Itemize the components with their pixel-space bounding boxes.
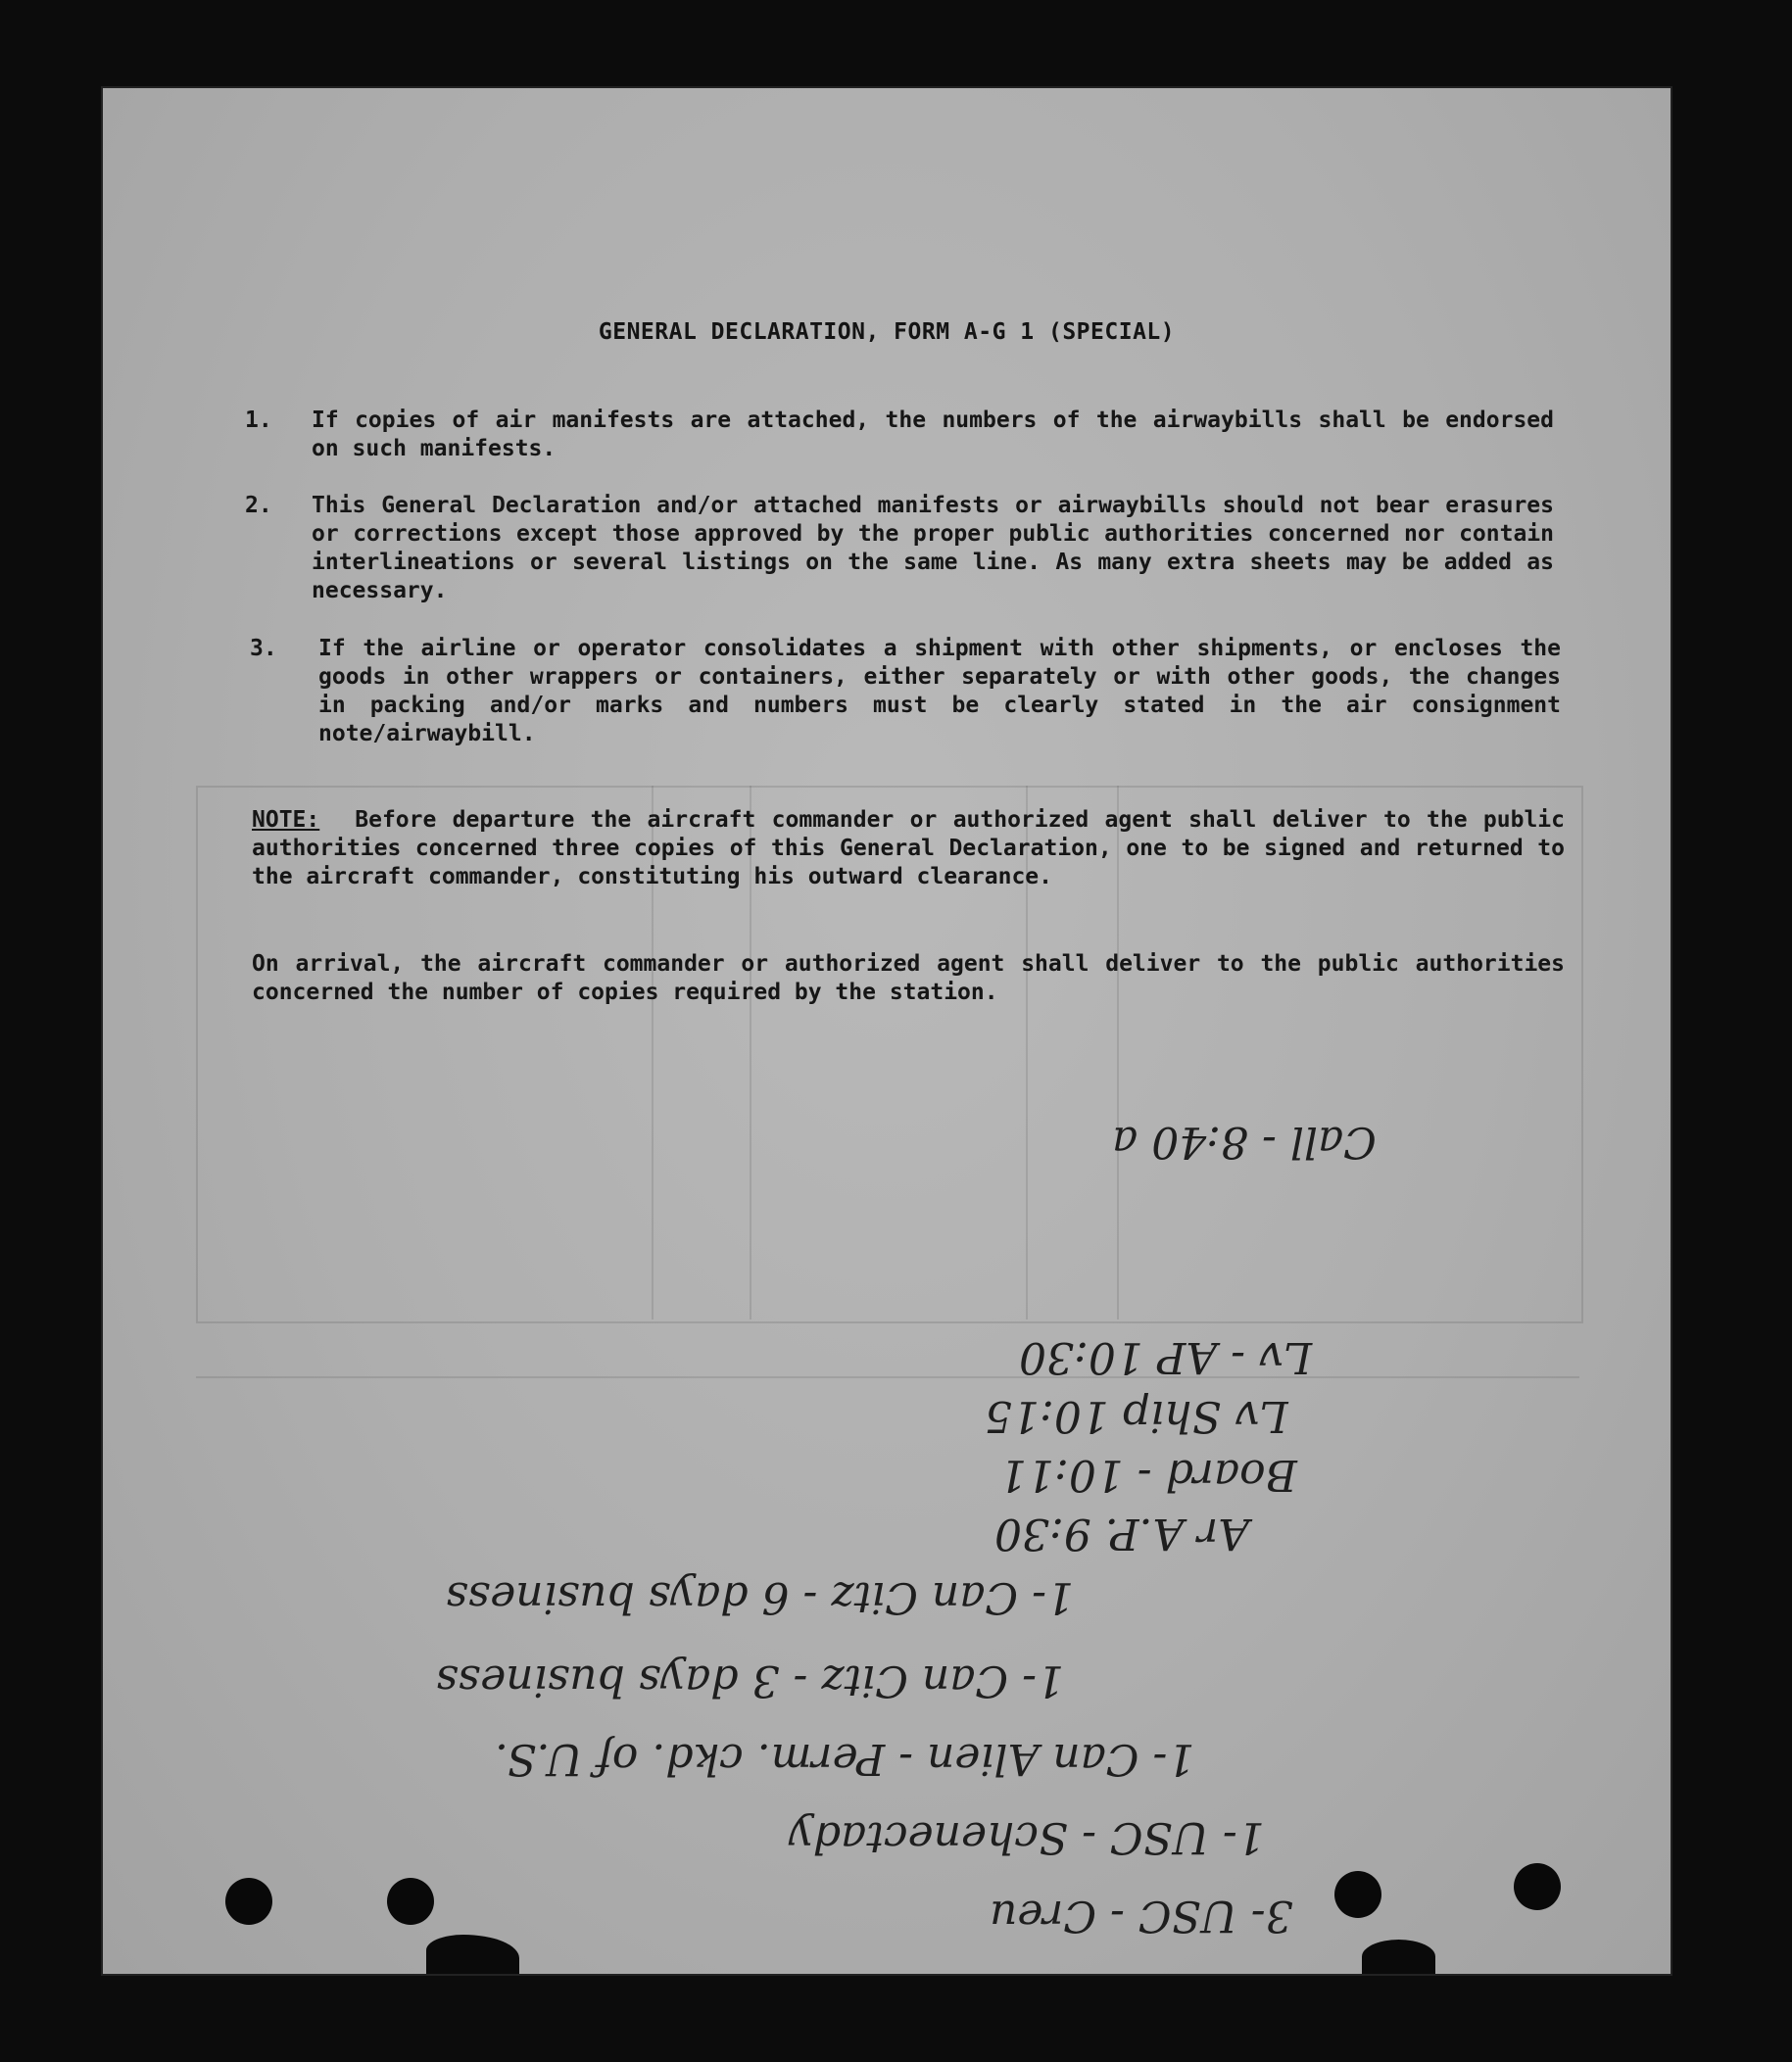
punch-hole bbox=[225, 1878, 272, 1925]
note-label: NOTE: bbox=[252, 807, 320, 833]
item-text: If copies of air manifests are attached, the numbers of the airwaybills shall be endorsed on such manifests. bbox=[312, 408, 1554, 461]
handwritten-line-2: 1- Can Citz - 3 days business bbox=[436, 1655, 1065, 1705]
form-title: GENERAL DECLARATION, FORM A-G 1 (SPECIAL) bbox=[598, 319, 1176, 345]
arrival-paragraph bbox=[252, 950, 1565, 1007]
item-text: This General Declaration and/or attached manifests or airwaybills should not bear erasures or corrections except those approved by the proper public authorities concerned nor contain interlineations or several listings on the same line. As many extra sheets may be added as necessary. bbox=[312, 493, 1554, 603]
handwritten-lv-ap: Lv - AP 10:30 bbox=[1019, 1332, 1313, 1382]
edge-tear bbox=[426, 1935, 519, 1974]
note-text: Before departure the aircraft commander or authorized agent shall deliver to the public authorities concerned three copies of this General Declaration, one to be signed and returned to the aircraft commander, constituting his outward clearance. bbox=[252, 807, 1565, 889]
punch-hole bbox=[387, 1878, 434, 1925]
bleed-through-rule bbox=[196, 1376, 1579, 1378]
handwritten-board: Board - 10:11 bbox=[999, 1450, 1297, 1500]
handwritten-call-time: Call - 8:40 a bbox=[1112, 1117, 1377, 1167]
item-text: If the airline or operator consolidates a shipment with other shipments, or encloses the goods in other wrappers or containers, either separately or with other goods, the changes in packing and/or marks and numbers must be clearly stated in the air consignment note/airwaybill. bbox=[318, 636, 1561, 746]
handwritten-line-4: 1- USC - Schenectady bbox=[789, 1812, 1265, 1862]
handwritten-ar-ap: Ar A.P. 9:30 bbox=[994, 1509, 1250, 1558]
handwritten-line-3: 1- Can Alien - Perm. ckd. of U.S. bbox=[495, 1734, 1195, 1784]
handwritten-line-1: 1- Can Citz - 6 days business bbox=[446, 1572, 1075, 1622]
item-number: 1. bbox=[245, 408, 272, 433]
punch-hole bbox=[1334, 1871, 1381, 1918]
handwritten-lv-ship: Lv Ship 10:15 bbox=[985, 1391, 1288, 1441]
document-sheet bbox=[103, 88, 1671, 1974]
punch-hole bbox=[1514, 1863, 1561, 1910]
note-paragraph bbox=[252, 806, 1565, 891]
edge-tear bbox=[1362, 1940, 1435, 1974]
item-number: 2. bbox=[245, 493, 272, 518]
arrival-text: On arrival, the aircraft commander or authorized agent shall deliver to the public authorities concerned the number of copies required by the station. bbox=[252, 951, 1565, 1005]
item-number: 3. bbox=[250, 636, 277, 661]
handwritten-line-5: 3- USC - Creu bbox=[990, 1891, 1293, 1941]
